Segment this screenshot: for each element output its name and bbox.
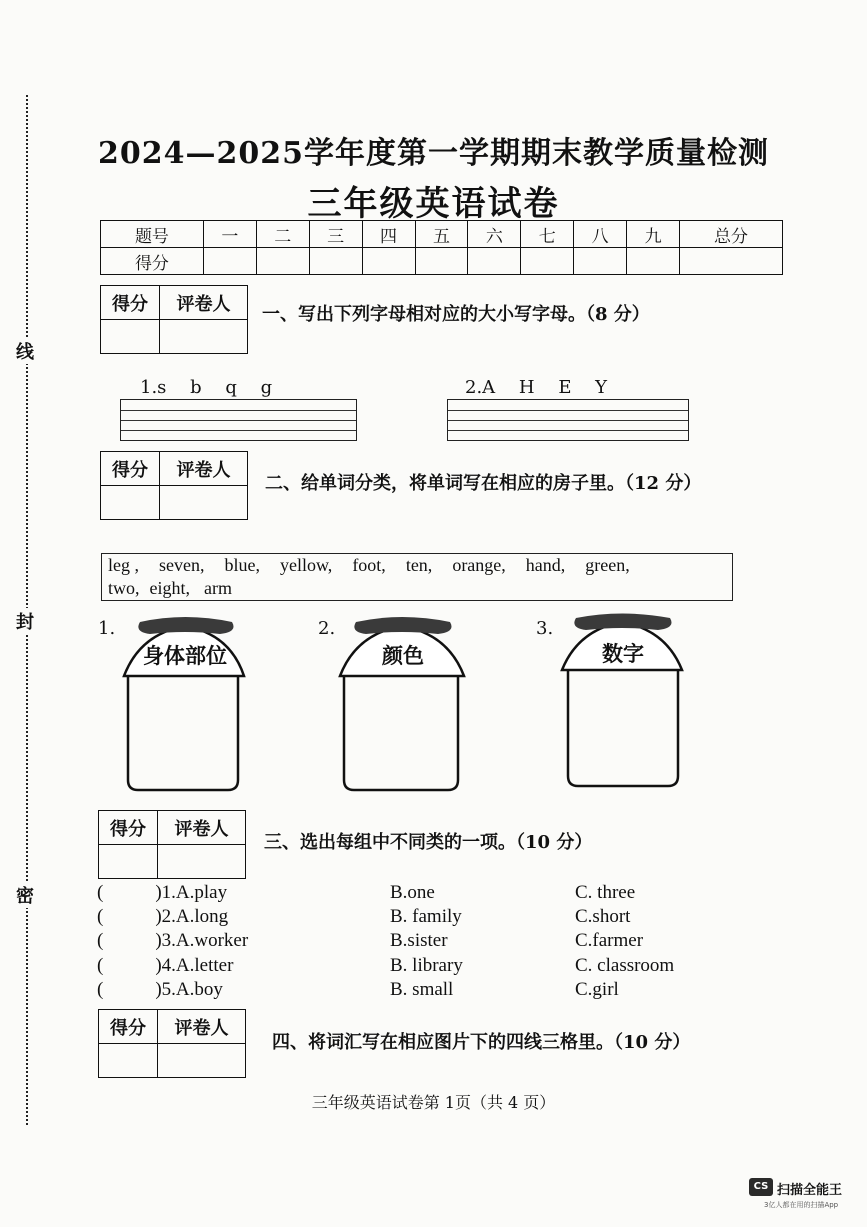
grader-reviewer-cell[interactable] (160, 486, 248, 520)
score-cell[interactable] (468, 248, 521, 275)
grader-reviewer-cell[interactable] (158, 1044, 246, 1078)
option-c[interactable]: C.farmer (575, 930, 644, 951)
score-header-cell: 四 (362, 221, 415, 248)
scanner-tagline: 3亿人都在用的扫描App (764, 1201, 839, 1209)
exam-subtitle: 三年级英语试卷 (307, 184, 560, 224)
grader-score-cell[interactable] (99, 1044, 158, 1078)
score-cell[interactable] (415, 248, 468, 275)
question-row (97, 882, 227, 904)
grader-reviewer-label: 评卷人 (158, 811, 246, 845)
grader-score-label: 得分 (101, 452, 160, 486)
grader-score-cell[interactable] (101, 320, 160, 354)
word: green, (585, 555, 630, 575)
writing-lines-2[interactable] (447, 399, 689, 441)
house-answer-area-1[interactable] (128, 676, 238, 784)
letter-group-1: 1.s b q g (140, 377, 273, 398)
house-answer-area-2[interactable] (346, 676, 458, 784)
grader-box-4 (98, 1009, 246, 1078)
option-c[interactable]: C.short (575, 906, 631, 927)
grader-reviewer-cell[interactable] (158, 845, 246, 879)
grader-reviewer-label: 评卷人 (158, 1010, 246, 1044)
answer-bracket[interactable]: ( (97, 906, 104, 927)
word: two, (108, 578, 140, 598)
section3-heading: 三、选出每组中不同类的一项。（10 分） (264, 832, 593, 853)
score-cell[interactable] (680, 248, 783, 275)
option-b[interactable]: B. small (390, 979, 454, 1000)
question-row (97, 930, 248, 952)
score-table (100, 220, 783, 275)
score-cell[interactable] (203, 248, 256, 275)
score-header-cell: 六 (468, 221, 521, 248)
option-b[interactable]: B.sister (390, 930, 448, 951)
answer-bracket[interactable]: ( (97, 930, 104, 951)
letter-group-2: 2.A H E Y (465, 377, 608, 398)
writing-lines-1[interactable] (120, 399, 357, 441)
margin-label-seal: 封 (16, 608, 34, 634)
grader-reviewer-label: 评卷人 (160, 286, 248, 320)
house-label-body-parts: 身体部位 (143, 644, 227, 668)
scanner-logo-icon: CS (749, 1178, 773, 1196)
grader-score-cell[interactable] (101, 486, 160, 520)
word: seven, (159, 555, 205, 575)
house-number: 1. (98, 618, 116, 639)
score-header-cell: 三 (309, 221, 362, 248)
question-row (97, 906, 228, 928)
grader-score-label: 得分 (101, 286, 160, 320)
word: leg , (108, 555, 139, 575)
grader-box-3 (98, 810, 246, 879)
score-header-cell: 九 (627, 221, 680, 248)
option-c[interactable]: C. three (575, 882, 636, 903)
word-bank (101, 553, 733, 601)
word: yellow, (279, 555, 333, 575)
score-cell[interactable] (521, 248, 574, 275)
score-cell[interactable] (256, 248, 309, 275)
question-row (97, 979, 223, 1001)
score-cell[interactable] (574, 248, 627, 275)
word: arm (204, 578, 232, 598)
word: orange, (452, 555, 506, 575)
grader-box-1 (100, 285, 248, 354)
grader-reviewer-label: 评卷人 (160, 452, 248, 486)
score-cell[interactable] (309, 248, 362, 275)
house-answer-area-3[interactable] (570, 672, 676, 780)
score-cell[interactable] (627, 248, 680, 275)
option-b[interactable]: B. family (390, 906, 462, 927)
section1-heading: 一、写出下列字母相对应的大小写字母。（8 分） (262, 304, 650, 325)
answer-bracket[interactable]: ( (97, 882, 104, 903)
grader-score-label: 得分 (99, 811, 158, 845)
score-header-cell: 一 (203, 221, 256, 248)
word: ten, (405, 555, 433, 575)
score-header-cell: 总分 (680, 221, 783, 248)
score-cell[interactable] (362, 248, 415, 275)
grader-score-label: 得分 (99, 1010, 158, 1044)
exam-title: 2024—2025学年度第一学期期末教学质量检测 (98, 136, 769, 171)
option-c[interactable]: C.girl (575, 979, 619, 1000)
score-row-label: 得分 (101, 248, 204, 275)
option-a[interactable]: )4.A.letter (155, 955, 234, 976)
score-header-cell: 五 (415, 221, 468, 248)
question-row (97, 955, 233, 977)
grader-reviewer-cell[interactable] (160, 320, 248, 354)
page-footer: 三年级英语试卷第 1页（共 4 页） (311, 1093, 556, 1112)
house-label-colors: 颜色 (382, 644, 424, 668)
house-number: 3. (536, 618, 554, 639)
score-header-cell: 二 (256, 221, 309, 248)
score-header-cell: 八 (574, 221, 627, 248)
house-label-numbers: 数字 (602, 642, 644, 666)
option-b[interactable]: B.one (390, 882, 435, 903)
answer-bracket[interactable]: ( (97, 955, 104, 976)
house-number: 2. (318, 618, 336, 639)
option-a[interactable]: )2.A.long (155, 906, 229, 927)
score-header-cell: 题号 (101, 221, 204, 248)
grader-score-cell[interactable] (99, 845, 158, 879)
scanner-app-name: 扫描全能王 (777, 1183, 843, 1198)
margin-label-secret: 密 (16, 882, 34, 908)
section2-heading: 二、给单词分类，将单词写在相应的房子里。（12 分） (265, 473, 702, 494)
word: blue, (224, 555, 260, 575)
option-c[interactable]: C. classroom (575, 955, 675, 976)
word: foot, (352, 555, 386, 575)
option-a[interactable]: )1.A.play (155, 882, 228, 903)
score-header-cell: 七 (521, 221, 574, 248)
grader-box-2 (100, 451, 248, 520)
section4-heading: 四、将词汇写在相应图片下的四线三格里。（10 分） (272, 1032, 691, 1053)
word: hand, (525, 555, 566, 575)
margin-label-line: 线 (16, 338, 34, 364)
option-a[interactable]: )3.A.worker (155, 930, 249, 951)
option-b[interactable]: B. library (390, 955, 463, 976)
word: eight, (149, 578, 190, 598)
option-a[interactable]: )5.A.boy (155, 979, 223, 1000)
answer-bracket[interactable]: ( (97, 979, 104, 1000)
